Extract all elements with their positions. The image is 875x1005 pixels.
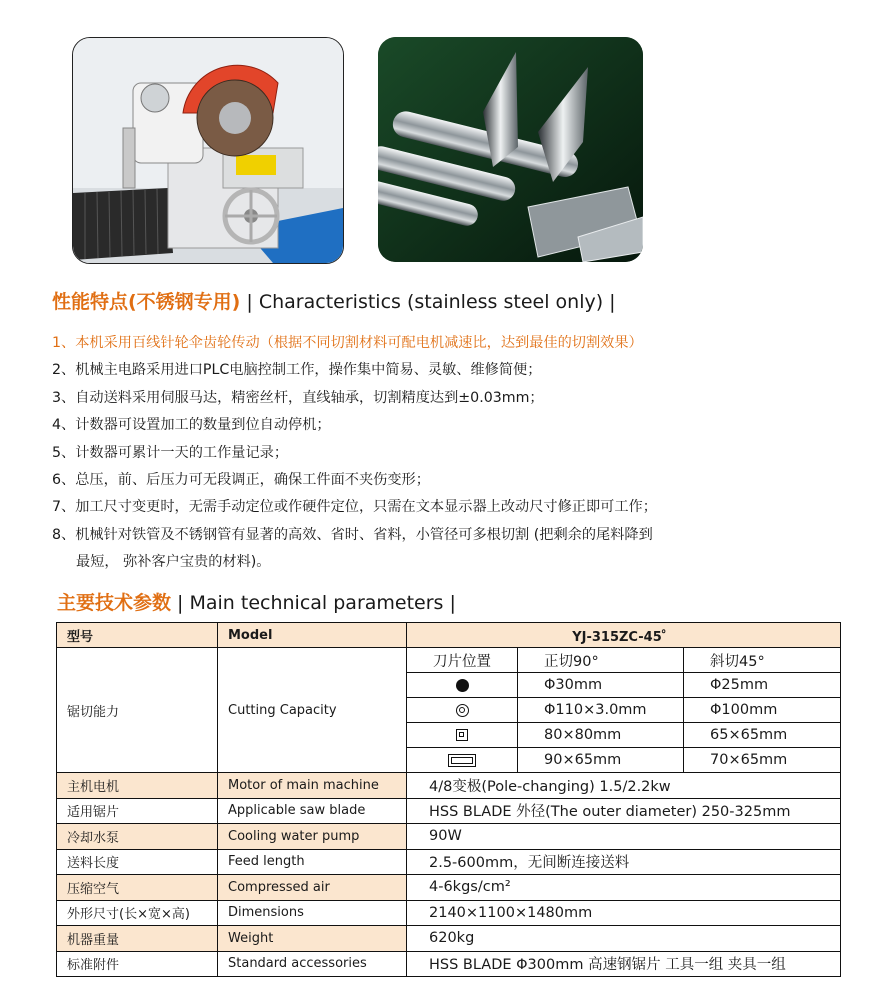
feature-continuation-text: 最短， 弥补客户宝贵的材料)。: [76, 554, 271, 571]
cut-90-value: 80×80mm: [518, 723, 684, 748]
spec-label-en: Feed length: [218, 849, 407, 875]
parameters-table: [56, 622, 841, 977]
spec-label-en: Cooling water pump: [218, 824, 407, 850]
spec-label-cn: 外形尺寸(长×宽×高): [57, 900, 218, 926]
table-row: [57, 773, 841, 799]
features-list: [52, 330, 852, 577]
spec-label-en: Standard accessories: [218, 951, 407, 977]
table-row: [57, 926, 841, 952]
table-row: [57, 875, 841, 901]
cut-90-value: Φ110×3.0mm: [518, 698, 684, 723]
model-value: YJ-315ZC-45゜: [407, 623, 841, 648]
cut-45-value: 70×65mm: [684, 748, 841, 773]
spec-label-en: Compressed air: [218, 875, 407, 901]
parameters-title-cn: 主要技术参数: [57, 592, 172, 614]
table-header-row: [57, 623, 841, 648]
characteristics-title-cn: 性能特点(不锈钢专用): [52, 291, 241, 313]
table-row: [57, 849, 841, 875]
straight-cut-header: 正切90°: [518, 648, 684, 673]
square-tube-icon: [456, 729, 468, 741]
spec-label-cn: 冷却水泵: [57, 824, 218, 850]
spec-value: 2.5-600mm，无间断连接送料: [407, 849, 841, 875]
spec-value: 620kg: [407, 926, 841, 952]
machine-photo: [72, 37, 344, 264]
spec-label-cn: 适用锯片: [57, 798, 218, 824]
round-tube-icon: [456, 704, 469, 717]
parameters-title-en: | Main technical parameters |: [171, 592, 456, 614]
cut-45-value: Φ100mm: [684, 698, 841, 723]
cut-45-value: Φ25mm: [684, 673, 841, 698]
spec-label-en: Dimensions: [218, 900, 407, 926]
feature-item: 8、机械针对铁管及不锈钢管有显著的高效、省时、省料，小管径可多根切割 (把剩余的尾料降到: [52, 526, 653, 543]
feature-item: 7、加工尺寸变更时，无需手动定位或作硬件定位，只需在文本显示器上改动尺寸修正即可工作；: [52, 499, 657, 516]
feature-item: 6、总压，前、后压力可无段调正，确保工件面不夹伤变形；: [52, 472, 430, 489]
table-row: [57, 824, 841, 850]
feature-item: 5、计数器可累计一天的工作量记录；: [52, 444, 289, 461]
table-row: [57, 900, 841, 926]
blade-position-header: 刀片位置: [407, 648, 518, 673]
table-row: [57, 798, 841, 824]
cutting-capacity-label-cn: 锯切能力: [57, 648, 218, 773]
cut-45-value: 65×65mm: [684, 723, 841, 748]
spec-value: 4-6kgs/cm²: [407, 875, 841, 901]
spec-label-cn: 机器重量: [57, 926, 218, 952]
feature-item: 1、本机采用百线针轮伞齿轮传动（根据不同切割材料可配电机减速比，达到最佳的切割效果）: [52, 335, 643, 351]
stainless-steel-pipes-photo: [378, 37, 643, 262]
characteristics-title-en: | Characteristics (stainless steel only) |: [240, 291, 616, 313]
spec-label-en: Weight: [218, 926, 407, 952]
spec-label-cn: 送料长度: [57, 849, 218, 875]
table-row: [57, 951, 841, 977]
shape-cell: [407, 673, 518, 698]
cut-90-value: Φ30mm: [518, 673, 684, 698]
miter-cut-header: 斜切45°: [684, 648, 841, 673]
cut-90-value: 90×65mm: [518, 748, 684, 773]
shape-cell: [407, 723, 518, 748]
feature-item: 4、计数器可设置加工的数量到位自动停机；: [52, 417, 331, 434]
characteristics-heading: [52, 287, 616, 314]
spec-label-en: Applicable saw blade: [218, 798, 407, 824]
spec-value: HSS BLADE Φ300mm 高速钢锯片 工具一组 夹具一组: [407, 951, 841, 977]
feature-item-continuation: [52, 549, 852, 576]
shape-cell: [407, 748, 518, 773]
rect-tube-icon: [448, 754, 476, 767]
spec-value: HSS BLADE 外径(The outer diameter) 250-325mm: [407, 798, 841, 824]
parameters-heading: [57, 588, 456, 615]
cutting-capacity-header-row: [57, 648, 841, 673]
spec-label-cn: 主机电机: [57, 773, 218, 799]
spec-value: 90W: [407, 824, 841, 850]
spec-value: 4/8变极(Pole-changing) 1.5/2.2kw: [407, 773, 841, 799]
cutting-capacity-label-en: Cutting Capacity: [218, 648, 407, 773]
model-label-cn: 型号: [57, 623, 218, 648]
feature-item: 2、机械主电路采用进口PLC电脑控制工作，操作集中简易、灵敏、维修简便；: [52, 362, 542, 379]
feature-item: 3、自动送料采用伺服马达，精密丝杆，直线轴承，切割精度达到±0.03mm；: [52, 389, 544, 406]
spec-label-en: Motor of main machine: [218, 773, 407, 799]
shape-cell: [407, 698, 518, 723]
spec-label-cn: 压缩空气: [57, 875, 218, 901]
spec-label-cn: 标准附件: [57, 951, 218, 977]
solid-circle-icon: [456, 679, 469, 692]
spec-value: 2140×1100×1480mm: [407, 900, 841, 926]
model-label-en: Model: [218, 623, 407, 648]
